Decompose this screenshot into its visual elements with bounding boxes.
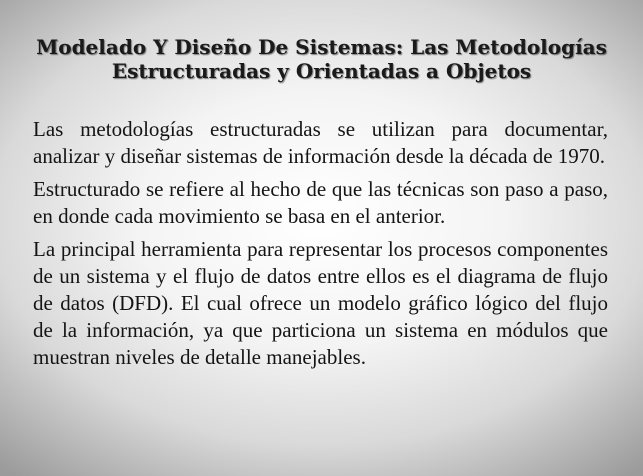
paragraph-structured-meaning: Estructurado se refiere al hecho de que las técnicas son paso a paso, en donde cada movimiento se basa en el anterior.: [33, 177, 608, 228]
paragraph-structured-methodologies: Las metodologías estructuradas se utilizan para documentar, analizar y diseñar sistemas de información desde la década de 1970.: [33, 117, 608, 168]
slide-title-line-1: Modelado Y Diseño De Sistemas: Las Metodologías: [36, 35, 607, 59]
slide-body: [33, 116, 608, 377]
slide-title: [20, 35, 623, 83]
slide-title-line-2: Estructuradas y Orientadas a Objetos: [111, 59, 532, 83]
paragraph-dfd: La principal herramienta para representar los procesos componentes de un sistema y el flujo de datos entre ellos es el diagrama de flujo de datos (DFD). El cual ofrece un modelo gráfico lógico del flujo de la información, ya que particiona un sistema en módulos que muestran niveles de detalle manejables.: [33, 237, 608, 369]
